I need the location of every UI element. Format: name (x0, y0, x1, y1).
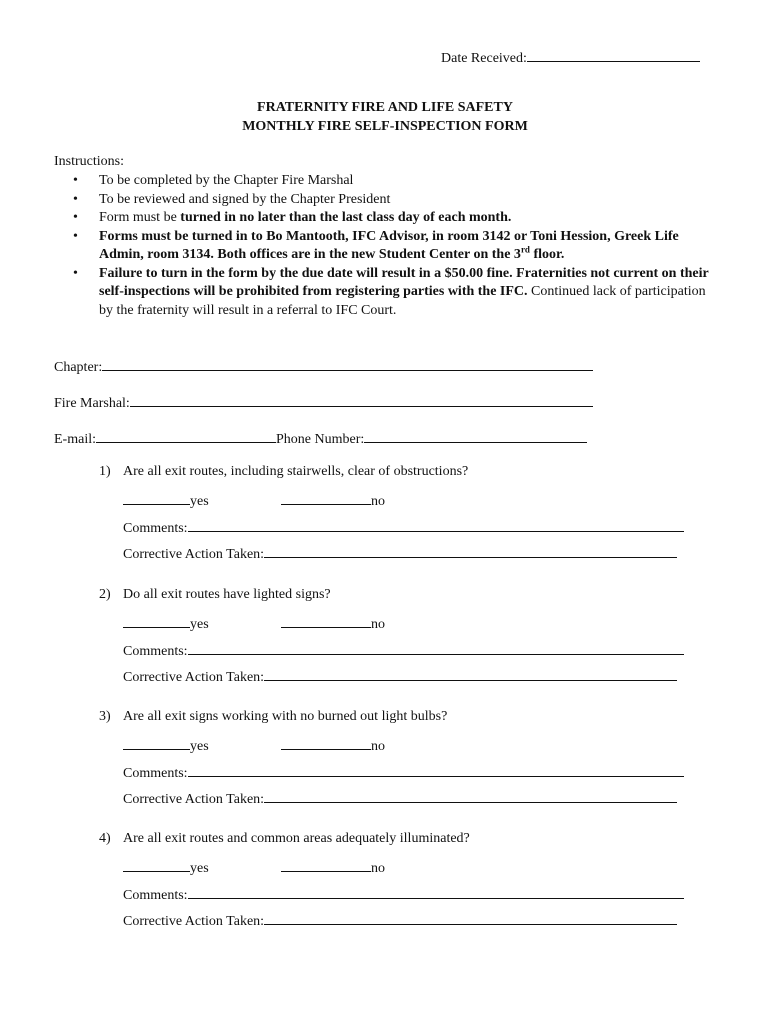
yes-line[interactable] (123, 491, 190, 505)
fire-marshal-line[interactable] (130, 393, 593, 407)
question-number: 1) (99, 464, 111, 479)
instruction-bold-text: Failure to turn in the form by the due date will result in a $50.00 fine. Fraternities not current on their self-inspections will be prohibited from registering parties with the IFC. (99, 265, 709, 299)
corrective-action-line[interactable] (264, 911, 677, 925)
corrective-action-label: Corrective Action Taken: (123, 670, 265, 685)
no-label: no (371, 739, 385, 754)
yes-label: yes (190, 617, 209, 632)
no-line[interactable] (281, 858, 371, 872)
instruction-text: To be reviewed and signed by the Chapter President (99, 191, 391, 207)
yes-answer (123, 858, 209, 877)
yes-answer (123, 736, 209, 755)
form-title-line1: FRATERNITY FIRE AND LIFE SAFETY (257, 100, 513, 115)
email-label: E-mail: (54, 432, 96, 447)
instructions-heading: Instructions: (54, 154, 124, 169)
ordinal-suffix: rd (520, 244, 530, 255)
date-received-line[interactable] (527, 48, 700, 62)
phone-line[interactable] (364, 429, 587, 443)
corrective-action-field (123, 544, 677, 563)
comments-field (123, 763, 684, 782)
bullet-icon: • (73, 191, 78, 207)
question-text: Are all exit routes and common areas adequately illuminated? (123, 831, 470, 846)
instruction-item (54, 209, 714, 228)
corrective-action-label: Corrective Action Taken: (123, 547, 265, 562)
yes-line[interactable] (123, 614, 190, 628)
instruction-item (54, 191, 714, 210)
no-answer (281, 736, 385, 755)
question-number: 3) (99, 709, 111, 724)
instruction-text: Form must be (99, 210, 181, 225)
corrective-action-line[interactable] (264, 544, 677, 558)
comments-field (123, 885, 684, 904)
no-line[interactable] (281, 614, 371, 628)
fire-marshal-label: Fire Marshal: (54, 396, 130, 411)
yes-line[interactable] (123, 858, 190, 872)
yes-label: yes (190, 739, 209, 754)
comments-field (123, 641, 684, 660)
question-text: Are all exit routes, including stairwells, clear of obstructions? (123, 464, 469, 479)
yes-answer (123, 614, 209, 633)
comments-line[interactable] (188, 518, 684, 532)
fire-marshal-field (54, 393, 593, 412)
comments-field (123, 518, 684, 537)
no-label: no (371, 617, 385, 632)
no-line[interactable] (281, 491, 371, 505)
comments-line[interactable] (188, 641, 684, 655)
bullet-icon: • (73, 265, 78, 281)
email-line[interactable] (96, 429, 276, 443)
bullet-icon: • (73, 173, 78, 188)
chapter-line[interactable] (102, 357, 593, 371)
corrective-action-line[interactable] (264, 667, 677, 681)
no-label: no (371, 861, 385, 876)
instruction-bold-text: floor. (529, 247, 565, 262)
instruction-bold-text: Forms must be turned in to Bo Mantooth, IFC Advisor, in room 3142 or Toni Hession, Greek Life Admin, room 3134. Both offices are in the new Student Center on the 3 (99, 228, 679, 262)
no-label: no (371, 494, 385, 509)
no-answer (281, 491, 385, 510)
corrective-action-line[interactable] (264, 789, 677, 803)
instructions-list (54, 172, 714, 320)
comments-line[interactable] (188, 763, 684, 777)
instruction-bold-text: turned in no later than the last class day of each month. (180, 210, 512, 225)
no-answer (281, 614, 385, 633)
comments-label: Comments: (123, 766, 188, 781)
yes-label: yes (190, 861, 209, 876)
corrective-action-field (123, 911, 677, 930)
question-number: 2) (99, 587, 111, 602)
yes-line[interactable] (123, 736, 190, 750)
corrective-action-label: Corrective Action Taken: (123, 792, 265, 807)
corrective-action-label: Corrective Action Taken: (123, 914, 265, 929)
no-line[interactable] (281, 736, 371, 750)
phone-label: Phone Number: (276, 432, 365, 447)
instruction-item (54, 265, 714, 321)
corrective-action-field (123, 789, 677, 808)
date-received-label: Date Received: (441, 51, 527, 66)
bullet-icon: • (73, 210, 78, 225)
corrective-action-field (123, 667, 677, 686)
no-answer (281, 858, 385, 877)
chapter-label: Chapter: (54, 360, 103, 375)
question-text: Are all exit signs working with no burned out light bulbs? (123, 709, 448, 724)
contact-field-row (54, 429, 587, 448)
comments-label: Comments: (123, 644, 188, 659)
form-title-line2: MONTHLY FIRE SELF-INSPECTION FORM (242, 119, 528, 134)
comments-label: Comments: (123, 888, 188, 903)
comments-label: Comments: (123, 521, 188, 536)
comments-line[interactable] (188, 885, 684, 899)
question-text: Do all exit routes have lighted signs? (123, 587, 331, 602)
date-received-field (441, 48, 700, 67)
instruction-text: Continued lack of participation by the fraternity will result in a referral to IFC Court. (99, 284, 706, 318)
instruction-text: To be completed by the Chapter Fire Marshal (99, 173, 354, 188)
instruction-item (54, 228, 714, 265)
question-number: 4) (99, 831, 111, 846)
instruction-item (54, 172, 714, 191)
yes-label: yes (190, 494, 209, 509)
bullet-icon: • (73, 228, 78, 244)
chapter-field (54, 357, 593, 376)
yes-answer (123, 491, 209, 510)
